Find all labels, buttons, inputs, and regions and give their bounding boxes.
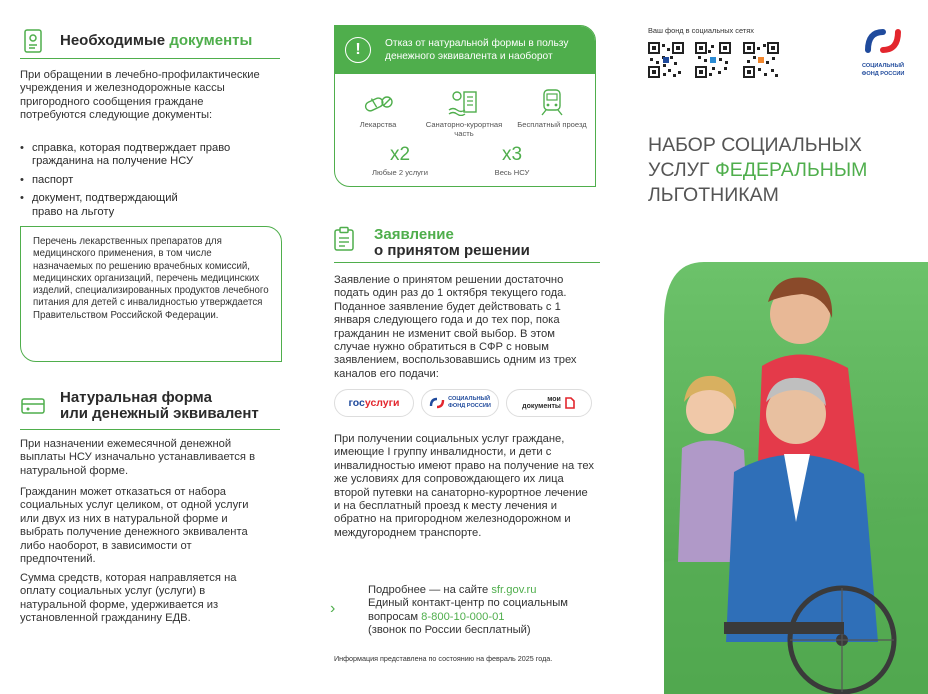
refusal-box (334, 25, 596, 187)
left-panel (0, 0, 310, 694)
list-item: • паспорт (20, 174, 260, 187)
my-documents-link[interactable]: мои документы (506, 389, 592, 417)
multiplier-three: x3 Весь НСУ (494, 144, 530, 177)
documents-divider (20, 58, 280, 59)
brochure-title: НАБОР СОЦИАЛЬНЫХ УСЛУГ ФЕДЕРАЛЬНЫМ ЛЬГОТНИКАМ (648, 134, 868, 206)
multiplier-two: x2 Любые 2 услуги (372, 144, 428, 177)
documents-header (20, 28, 252, 54)
family-photo (664, 262, 928, 694)
natural-form-p1: При назначении ежемесячной денежной выплаты НСУ изначально устанавливается в натуральной форме. (20, 438, 256, 477)
list-item: • справка, которая подтверждает право гражданина на получение НСУ (20, 142, 260, 169)
sfr-logo: СОЦИАЛЬНЫЙ ФОНД РОССИИ (858, 26, 908, 78)
chevron-right-icon: › (330, 600, 336, 617)
natural-form-p2: Гражданин может отказаться от набора социальных услуг целиком, от одной услуги или двух из них в натуральной форме и выбрать получение денежного эквивалента либо наоборот, в зависимости от предпочтений. (20, 486, 249, 566)
natural-form-p3: Сумма средств, которая направляется на оплату социальных услуг (услуги) в натуральной форме, удерживается из установленной гражданину ЕДВ. (20, 572, 237, 625)
natural-form-divider (20, 429, 280, 430)
card-icon (20, 393, 46, 419)
footnote: Информация представлена по состоянию на февраль 2025 года. (334, 654, 553, 663)
gosuslugi-link[interactable]: гос услуги (334, 389, 414, 417)
phone-number[interactable]: 8-800-10-000-01 (421, 610, 505, 623)
cover-panel (620, 0, 928, 694)
clipboard-icon (332, 226, 356, 252)
statement-title: Заявление о принятом решении (374, 226, 530, 259)
service-travel (509, 88, 595, 129)
pills-icon (361, 88, 395, 116)
documents-title: Необходимые документы (60, 32, 253, 49)
list-item: • документ, подтверждающий право на льготу (20, 192, 200, 219)
middle-panel (310, 0, 620, 694)
exclamation-icon: ! (345, 37, 371, 63)
qr-code-icon[interactable] (648, 42, 684, 78)
statement-divider (334, 262, 600, 263)
qr-code-icon[interactable] (743, 42, 779, 78)
contact-info: Подробнее — на сайте sfr.gov.ru Единый контакт-центр по социальным вопросам 8-800-10-000-01 (звонок по России бесплатный) (368, 584, 568, 637)
document-icon (20, 28, 46, 54)
sanatorium-icon (447, 88, 481, 116)
sfr-logo-icon (863, 26, 903, 56)
my-documents-icon (564, 396, 576, 410)
sfr-logo-icon (429, 396, 445, 410)
service-sanatorium (421, 88, 507, 138)
refusal-header-text: Отказ от натуральной формы в пользу денежного эквивалента и наоборот (385, 38, 569, 62)
train-icon (535, 88, 569, 116)
service-label: Бесплатный проезд (517, 120, 587, 129)
statement-p1: Заявление о принятом решении достаточно подать один раз до 1 октября текущего года. Поданное заявление будет действовать с 1 января следующего года и до тех пор, пока гражданин не изменит свой выбор. В этом случае нужно обратиться в СФР с новым заявлением, воспользовавшись одним из трех каналов его подачи: (334, 274, 577, 380)
natural-form-header (20, 390, 259, 422)
documents-intro: При обращении в лечебно-профилактические учреждения и железнодорожные кассы пригородного сообщения граждане потребуются следующие документы: (20, 69, 260, 122)
site-link[interactable]: sfr.gov.ru (491, 584, 537, 596)
medicine-list-note: Перечень лекарственных препаратов для медицинского применения, в том числе назначаемых по решению врачебных комиссий, медицинских организаций, перечень медицинских изделий, специализированных продуктов лечебного питания для детей с инвалидностью утверждается Правительством Российской Федерации. (20, 226, 282, 362)
channels-row (334, 389, 599, 417)
statement-p2: При получении социальных услуг граждане, имеющие I группу инвалидности, и дети с инвалидностью имеют право на получение на тех же условиях для сопровождающего их лица второй путевки на санаторно-курортное лечение и на бесплатный проезд к месту лечения и обратно на пригородном железнодорожном и междугороднем транспорте. (334, 433, 594, 539)
natural-form-title: Натуральная форма или денежный эквивалент (60, 389, 259, 422)
service-label: Лекарства (359, 120, 397, 129)
refusal-header (335, 26, 595, 74)
sfr-link[interactable]: СОЦИАЛЬНЫЙ ФОНД РОССИИ (421, 389, 499, 417)
service-label: Санаторно-курортная часть (425, 120, 503, 138)
documents-list (20, 142, 260, 224)
service-medicines (335, 88, 421, 129)
social-label: Ваш фонд в социальных сетях (648, 26, 754, 35)
qr-code-icon[interactable] (695, 42, 731, 78)
